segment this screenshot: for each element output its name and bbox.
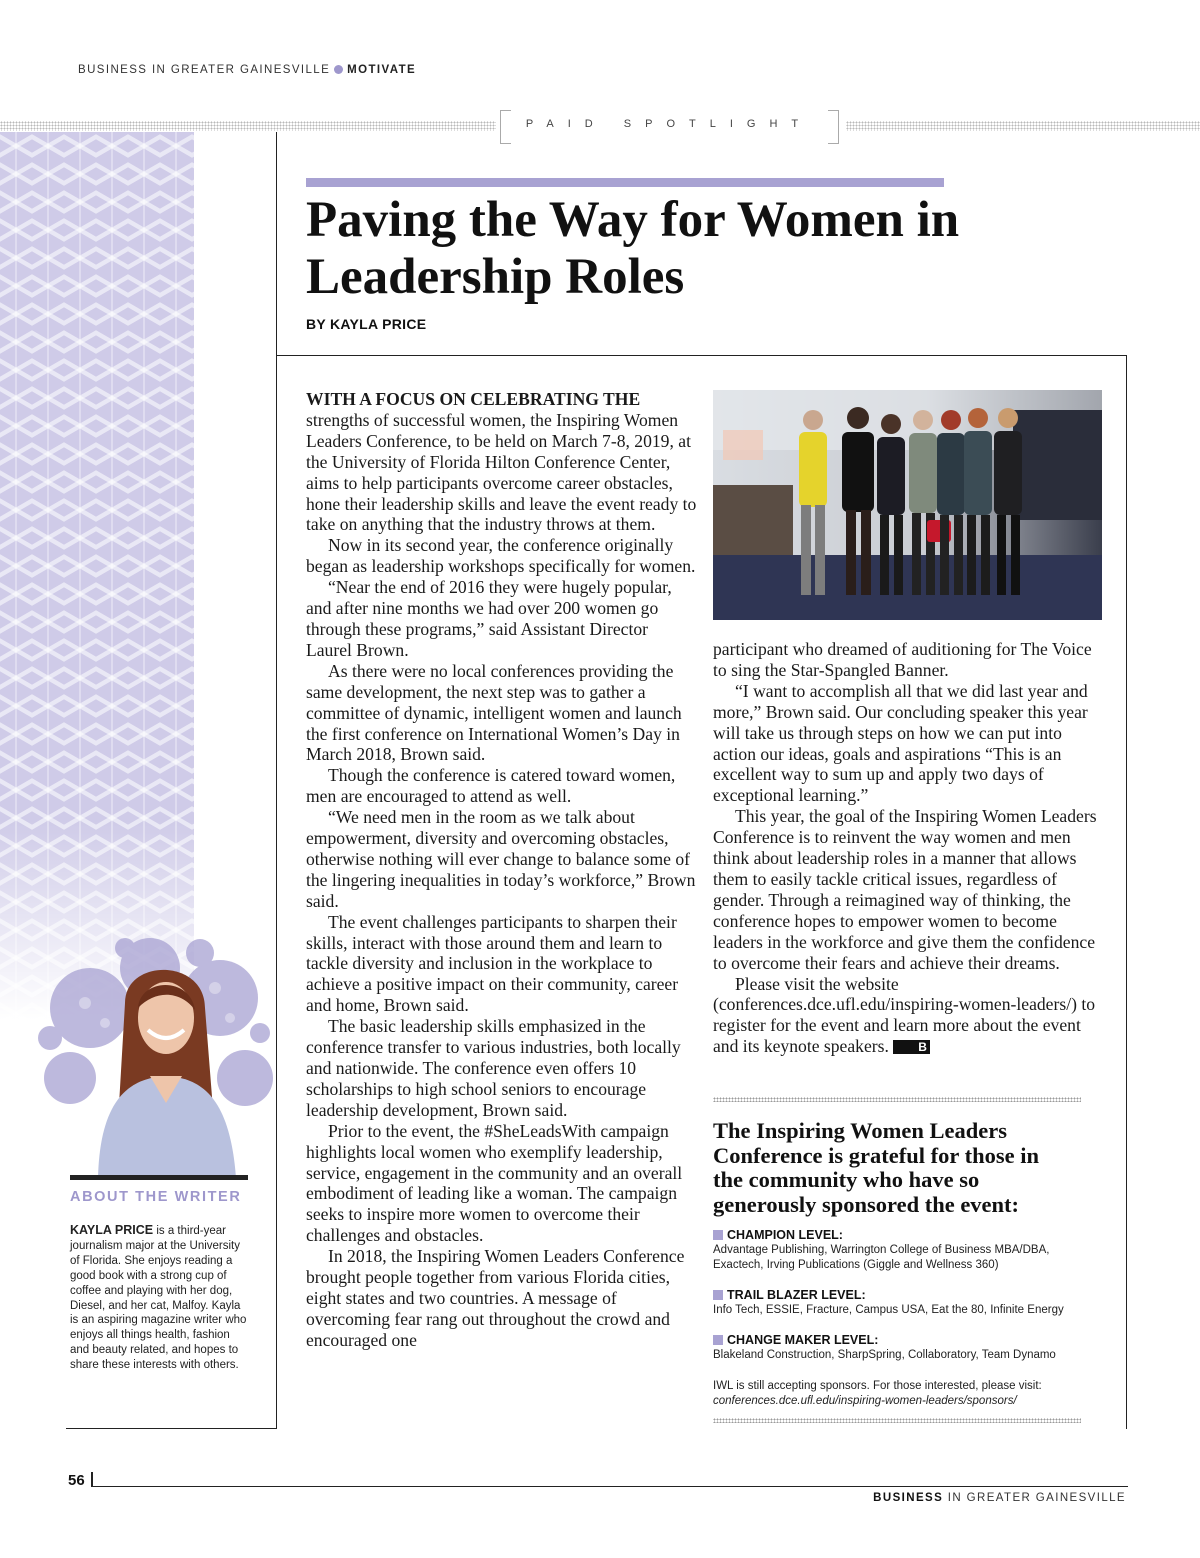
article-byline: BY KAYLA PRICE (306, 316, 427, 332)
end-mark-icon: B (893, 1040, 930, 1054)
article-column-1 (306, 389, 698, 1351)
article-paragraph: “We need men in the room as we talk about empowerment, diversity and overcoming obstacles, otherwise nothing will ever change to balance some of the lingering inequalities in today’s workforce,” Brown said. (306, 807, 696, 911)
article-paragraph: Though the conference is catered toward women, men are encouraged to attend as well. (306, 765, 676, 807)
footer-publication-rest: IN GREATER GAINESVILLE (947, 1492, 1126, 1504)
square-bullet-icon (713, 1335, 723, 1345)
article-paragraph: In 2018, the Inspiring Women Leaders Conference brought people together from various Florida cities, eight states and two countries. A message of overcoming fear rang out throughout the crowd and encouraged one (306, 1246, 685, 1350)
writer-bottom-rule (66, 1428, 277, 1429)
sponsor-level-title (713, 1288, 1093, 1302)
writer-bio-text: is a third-year journalism major at the University of Florida. She enjoys reading a good book with a strong cup of coffee and playing with her dog, Diesel, and her cat, Malfoy. Kayla is an aspiring magazine writer who enjoys all things health, fashion and beauty related, and hopes to share these interests with others. (70, 1225, 247, 1372)
writer-portrait-image (30, 928, 275, 1178)
sponsor-level-label: CHAMPION LEVEL: (727, 1228, 843, 1242)
article-paragraph: As there were no local conferences providing the same development, the next step was to gather a committee of dynamic, intelligent women and launch the first conference on International Women’s Day in March 2018, Brown said. (306, 660, 682, 765)
sponsor-level-change-maker (713, 1333, 1093, 1363)
running-head-publication: BUSINESS IN GREATER GAINESVILLE (78, 64, 331, 76)
sponsor-level-label: TRAIL BLAZER LEVEL: (727, 1288, 866, 1302)
article-lead-in: WITH A FOCUS ON CELEBRATING THE (306, 389, 641, 409)
writer-bio (70, 1223, 250, 1373)
banner-bracket-right (828, 110, 839, 144)
square-bullet-icon (713, 1290, 723, 1300)
paragraph-text: Please visit the website (conferences.dce.ufl.edu/inspiring-women-leaders/) to register for the event and learn more about the event and its keynote speakers. (713, 973, 1096, 1057)
title-rule (276, 355, 1127, 356)
event-group-photo (713, 390, 1102, 620)
column-rule-left (276, 132, 277, 1429)
page-number: 56 (68, 1472, 85, 1489)
sponsor-level-champion (713, 1228, 1093, 1273)
article-paragraph: participant who dreamed of auditioning for The Voice to sing the Star-Spangled Banner. (713, 639, 1092, 680)
sponsor-level-title (713, 1333, 1093, 1347)
banner-dotted-rule-left (0, 121, 496, 131)
writer-portrait (30, 928, 275, 1178)
title-accent-bar (306, 178, 944, 187)
running-head (78, 64, 416, 76)
event-photo-image (713, 390, 1102, 620)
square-bullet-icon (713, 1230, 723, 1240)
banner-dotted-rule-right (846, 121, 1200, 131)
footer-publication-bold: BUSINESS (873, 1492, 944, 1504)
article-paragraph: Prior to the event, the #SheLeadsWith campaign highlights local women who exemplify leadership, service, engagement in the community and an overall embodiment of leading like a woman. The campaign seeks to inspire more women to overcome their challenges and obstacles. (306, 1120, 683, 1246)
article-paragraph: “I want to accomplish all that we did last year and more,” Brown said. Our concluding speaker this year will take us through steps on how we can put into action our ideas, goals and aspirations “This is an excellent way to sum up and apply two days of exceptional learning.” (713, 680, 1088, 806)
article-title: Paving the Way for Women in Leadership Roles (306, 192, 960, 305)
sponsor-note (713, 1379, 1083, 1409)
sponsor-note-text: IWL is still accepting sponsors. For those interested, please visit: (713, 1380, 1042, 1392)
column-rule-right (1126, 355, 1127, 1429)
about-writer-heading: ABOUT THE WRITER (70, 1189, 242, 1205)
footer-rule (91, 1486, 1128, 1487)
footer-tick (91, 1472, 93, 1487)
paragraph-text: strengths of successful women, the Inspiring Women Leaders Conference, to be held on March 7-8, 2019, at the University of Florida Hilton Conference Center, aims to help participants overcome career obstacles, hone their leadership skills and leave the event ready to take on anything that the industry throws at them. (306, 409, 697, 535)
sponsor-level-names: Info Tech, ESSIE, Fracture, Campus USA, Eat the 80, Infinite Energy (713, 1304, 1064, 1316)
sponsor-level-trail-blazer (713, 1288, 1093, 1318)
article-paragraph (306, 389, 698, 535)
sponsor-dotted-rule-bottom (713, 1418, 1081, 1423)
sponsor-link[interactable]: conferences.dce.ufl.edu/inspiring-women-leaders/sponsors/ (713, 1395, 1017, 1407)
running-head-section: MOTIVATE (347, 64, 417, 76)
article-paragraph: This year, the goal of the Inspiring Women Leaders Conference is to reinvent the way women and men think about leadership roles in a manner that allows them to easily tackle critical issues, regardless of gender. Through a reimagined way of thinking, the conference hopes to empower women to become leaders in the workforce and give them the confidence to overcome their fears and achieve their dreams. (713, 806, 1097, 973)
article-paragraph: The basic leadership skills emphasized in the conference transfer to various industries, both locally and nationwide. The conference even offers 10 scholarships to high school seniors to encourage leadership development, Brown said. (306, 1016, 681, 1120)
paid-spotlight-label: PAID SPOTLIGHT (525, 118, 813, 130)
article-paragraph: The event challenges participants to sharpen their skills, interact with those around them and learn to tackle diversity and inclusion in the workplace to achieve a positive impact on their community, career and home, Brown said. (306, 911, 679, 1016)
sponsor-dotted-rule-top (713, 1097, 1081, 1102)
article-column-2 (713, 639, 1105, 1057)
footer-publication (873, 1492, 1126, 1504)
sponsor-level-title (713, 1228, 1093, 1242)
bullet-dot-icon (334, 65, 343, 74)
writer-accent-bar (70, 1175, 248, 1180)
article-paragraph: Now in its second year, the conference originally began as leadership workshops specifically for women. (306, 535, 696, 577)
sponsor-heading: The Inspiring Women Leaders Conference is grateful for those in the community who have so generously sponsored the event: (713, 1118, 1039, 1217)
writer-name: KAYLA PRICE (70, 1223, 154, 1237)
sponsor-level-names: Advantage Publishing, Warrington College of Business MBA/DBA, Exactech, Irving Publications (Giggle and Wellness 360) (713, 1244, 1050, 1271)
article-paragraph: “Near the end of 2016 they were hugely popular, and after nine months we had over 200 women go through these programs,” said Assistant Director Laurel Brown. (306, 577, 672, 660)
sponsor-level-names: Blakeland Construction, SharpSpring, Collaboratory, Team Dynamo (713, 1349, 1056, 1361)
article-paragraph (713, 974, 1105, 1058)
sponsor-level-label: CHANGE MAKER LEVEL: (727, 1333, 879, 1347)
